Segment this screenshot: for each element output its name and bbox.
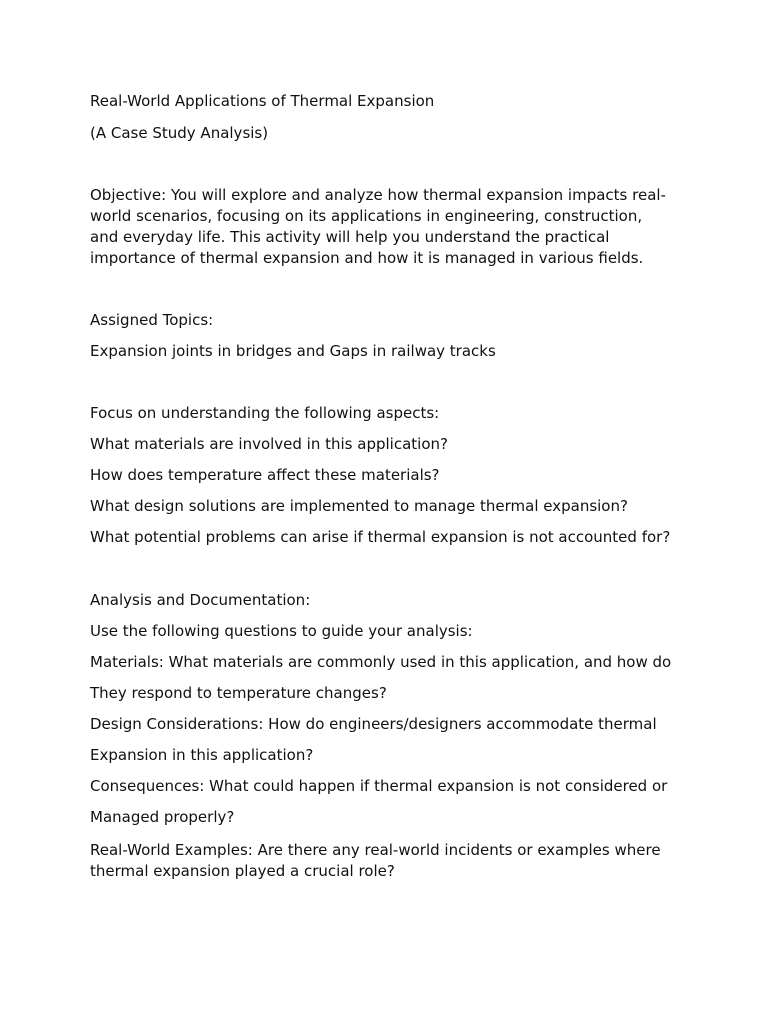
analysis-heading: Analysis and Documentation: <box>90 591 311 609</box>
analysis-line: Expansion in this application? <box>90 746 314 764</box>
objective-line: importance of thermal expansion and how it is managed in various fields. <box>90 249 644 267</box>
focus-item: How does temperature affect these materials? <box>90 466 440 484</box>
document-subtitle: (A Case Study Analysis) <box>90 124 269 142</box>
document-title: Real-World Applications of Thermal Expansion <box>90 92 435 110</box>
focus-item: What materials are involved in this application? <box>90 435 448 453</box>
assigned-topics-heading: Assigned Topics: <box>90 311 214 329</box>
objective-line: and everyday life. This activity will help you understand the practical <box>90 228 610 246</box>
analysis-line: They respond to temperature changes? <box>90 684 387 702</box>
focus-item: What potential problems can arise if thermal expansion is not accounted for? <box>90 528 671 546</box>
focus-heading: Focus on understanding the following aspects: <box>90 404 440 422</box>
analysis-intro: Use the following questions to guide your analysis: <box>90 622 473 640</box>
real-world-line: Real-World Examples: Are there any real-world incidents or examples where <box>90 841 661 859</box>
real-world-line: thermal expansion played a crucial role? <box>90 862 395 880</box>
analysis-line: Materials: What materials are commonly used in this application, and how do <box>90 653 672 671</box>
assigned-topics-text: Expansion joints in bridges and Gaps in railway tracks <box>90 342 496 360</box>
analysis-line: Managed properly? <box>90 808 235 826</box>
focus-item: What design solutions are implemented to manage thermal expansion? <box>90 497 628 515</box>
analysis-line: Design Considerations: How do engineers/designers accommodate thermal <box>90 715 657 733</box>
analysis-line: Consequences: What could happen if thermal expansion is not considered or <box>90 777 668 795</box>
objective-line: world scenarios, focusing on its applications in engineering, construction, <box>90 207 643 225</box>
objective-line: Objective: You will explore and analyze how thermal expansion impacts real- <box>90 186 666 204</box>
